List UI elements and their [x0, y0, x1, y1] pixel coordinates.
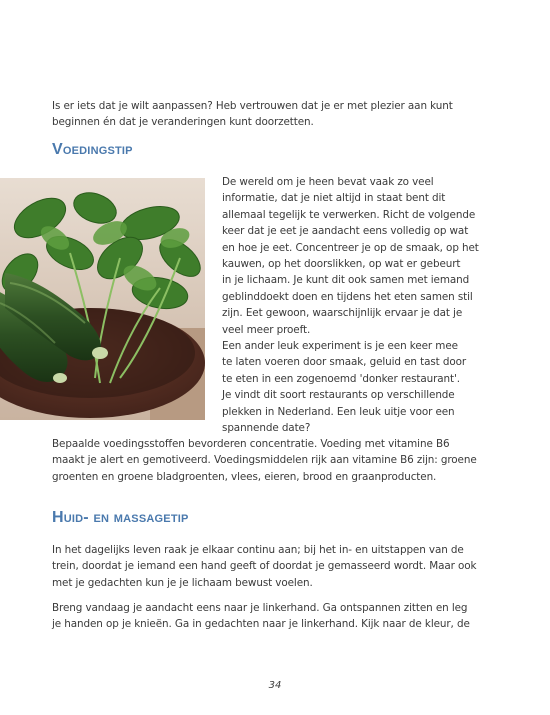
page-number: 34: [268, 680, 282, 691]
massagetip-heading: Huid- en massagetip: [52, 509, 189, 526]
spinach-zucchini-photo: [0, 178, 205, 420]
massagetip-paragraph-1: In het dagelijks leven raak je elkaar continu aan; bij het in- en uitstappen van de trein, doordat je iemand een hand geeft of doordat je gemasseerd wordt. Maar ook met je gedachten kun je je lichaam bewust voelen.: [52, 544, 477, 589]
intro-paragraph: Is er iets dat je wilt aanpassen? Heb vertrouwen dat je er met plezier aan kunt beginnen én dat je veranderingen kunt doorzetten.: [52, 100, 453, 129]
voedingstip-heading: Voedingstip: [52, 141, 133, 158]
voedingstip-paragraph-3: Bepaalde voedingsstoffen bevorderen concentratie. Voeding met vitamine B6 maakt je alert en gemotiveerd. Voedingsmiddelen rijk aan vitamine B6 zijn: groene groenten en groene bladgroenten, vlees, eieren, brood en graanproducten.: [52, 438, 477, 483]
voedingstip-paragraph-2: Een ander leuk experiment is je een keer mee te laten voeren door smaak, geluid en tast door te eten in een zogenoemd 'donker restaurant'. Je vindt dit soort restaurants op verschillende plekken in Nederland. Een leuk uitje voor een spannende date?: [222, 340, 467, 435]
voedingstip-paragraph-1: De wereld om je heen bevat vaak zo veel informatie, dat je niet altijd in staat bent dit allemaal tegelijk te verwerken. Richt de volgende keer dat je eet je aandacht eens volledig op wat en hoe je eet. Concentreer je op de smaak, op het kauwen, op het doorslikken, op wat er gebeurt in je lichaam. Je kunt dit ook samen met iemand geblinddoekt doen en tijdens het eten samen stil zijn. Eet gewoon, waarschijnlijk ervaar je dat je veel meer proeft.: [222, 176, 479, 336]
massagetip-paragraph-2: Breng vandaag je aandacht eens naar je linkerhand. Ga ontspannen zitten en leg je handen op je knieën. Ga in gedachten naar je linkerhand. Kijk naar de kleur, de: [52, 602, 470, 631]
